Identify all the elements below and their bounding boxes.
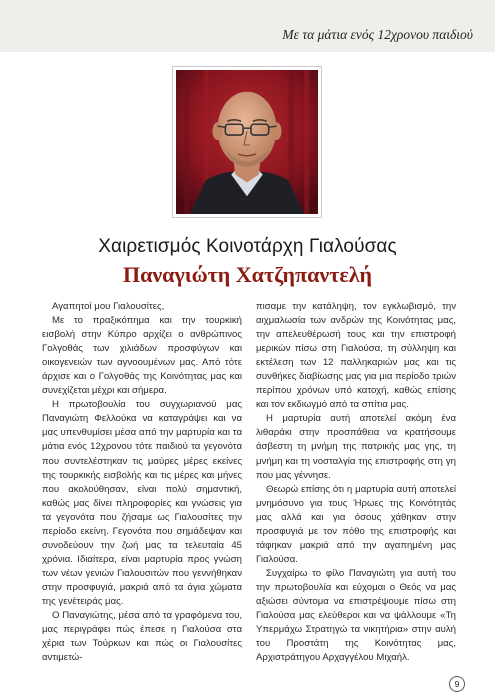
portrait-image [176,70,318,214]
portrait-photo [176,70,318,214]
article-title: Χαιρετισμός Κοινοτάρχη Γιαλούσας [98,236,397,257]
paragraph: Συγχαίρω το φίλο Παναγιώτη για αυτή του την πρωτοβουλία και εύχομαι ο Θεός να μας αξιώσει σύντομα να επιστρέψουμε πίσω στη Γιαλούσα μας ελεύθεροι και να ψάλλουμε «Τη Υπερμάχω Στρατηγώ τα νικητήρια» στην αυλή του Προστάτη της Κοινότητας μας, Αρχιστράτηγου Αρχαγγέλου Μιχαήλ. [256,567,456,664]
portrait-photo-frame [172,66,322,218]
paragraph: Με το πραξικόπημα και την τουρκική εισβολή στην Κύπρο αρχίζει ο ανθρώπινος Γολγοθάς των χιλιάδων προσφύγων και οικογενειών των αγνοουμένων μας. Από τότε άρχισε και ο Γολγοθάς της Κοινότητας μας και συνεχίζεται μέχρι και σήμερα. [42,315,242,397]
paragraph: πισαμε την κατάληψη, τον εγκλωβισμό, την αιχμαλωσία των ανδρών της Κοινότητας μας, την απελευθέρωσή τους και την επιστροφή μερικών πίσω στη Γιαλούσα, τη σύλληψη και εκτέλεση των 12 παλληκαριών μας και τις συνθήκες διαβίωσης μας για μια περίοδο τριών περίπου χρόνων υπό κατοχή, καθώς επίσης και τον εκδιωγμό από τα σπίτια μας. [256,301,456,411]
running-header-title: Με τα μάτια ενός 12χρονου παιδιού [282,27,473,42]
left-text-column [42,300,242,665]
article-author-name: Παναγιώτη Χατζηπαντελή [122,262,373,287]
paragraph: Η πρωτοβουλία του συγχωριανού μας Παναγιώτη Φελλούκα να καταγράψει και να μας υπενθυμίσει μέσα από την μαρτυρία και τα μάτια ενός 12χρονου τότε παιδιού τα γεγονότα που συντελέστηκαν τις μαύρες μέρες εκείνες της τουρκικής εισβολής και τις μέρες και μήνες που ακολούθησαν, είναι πολύ σημαντική, καθώς μας δίνει πληροφορίες και γνώσεις για τα γεγονότα που ζήσαμε ως Γιαλουσίτες την περίοδο εκείνη. Γεγονότα που σημάδεψαν και συνοδεύουν την ζωή μας τα τελευταία 45 χρόνια. Ιδιαίτερα, είναι μαρτυρία προς γνώση των νέων γενιών Γιαλουσιτών που γεννήθηκαν στην προσφυγιά, μακριά από τα άγια χώματα της γενέτειράς μας. [42,399,242,607]
salutation: Αγαπητοί μου Γιαλουσίτες, [52,301,165,312]
paragraph: Θεωρώ επίσης ότι η μαρτυρία αυτή αποτελεί μνημόσυνο για τους Ήρωες της Κοινότητάς μας αλλά και για όσους χάθηκαν στην προσφυγιά με τον πόθο της επιστροφής και τάφηκαν μακριά από την αγαπημένη μας Γιαλούσα. [256,483,456,565]
paragraph: Ο Παναγιώτης, μέσα από τα γραφόμενα του, μας περιγράφει πώς έπεσε η Γιαλούσα στα χέρια των Τούρκων και πώς οι Γιαλουσίτες αντιμετώ- [42,610,242,664]
right-text-column [256,300,456,665]
running-header-band [0,0,495,52]
page-number: 9 [449,676,465,692]
paragraph: Η μαρτυρία αυτή αποτελεί ακόμη ένα λιθαράκι στην προσπάθεια να κρατήσουμε άσβεστη τη μνήμη της πατρικής μας γης, τη μνήμη και τη νοσταλγία της επιστροφής στη γη που μας γέννησε. [256,413,456,481]
